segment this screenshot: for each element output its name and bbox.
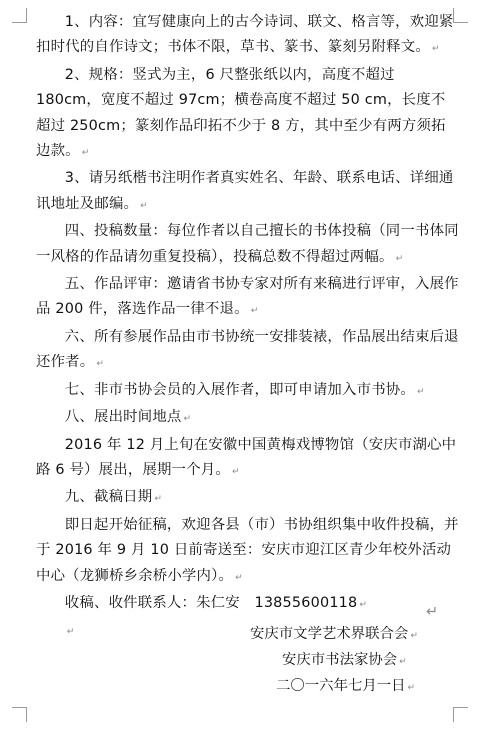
paragraph	[36, 513, 460, 591]
signature-organization	[250, 622, 418, 649]
paragraph	[36, 433, 460, 486]
paragraph-text: 八、展出时间地点	[64, 409, 182, 426]
paragraph	[36, 591, 460, 618]
paragraph-mark-icon: ↵	[96, 359, 105, 370]
paragraph-mark-icon: ↵	[66, 627, 75, 638]
paragraph	[36, 485, 460, 512]
paragraph	[36, 63, 460, 167]
paragraph-mark-icon: ↵	[407, 683, 416, 693]
paragraph-mark-icon: ↵	[232, 466, 240, 477]
paragraph-mark-icon: ↵	[395, 253, 404, 264]
paragraph-mark-icon: ↵	[359, 599, 368, 610]
paragraph-mark-icon: ↵	[416, 386, 425, 397]
paragraph-mark-icon: ↵	[426, 604, 439, 620]
paragraph	[36, 219, 460, 272]
paragraph	[36, 166, 460, 219]
paragraph-mark-icon: ↵	[431, 44, 440, 55]
paragraph-text: 收稿、收件联系人：朱仁安 13855600118	[64, 594, 358, 611]
paragraph-text: 九、截稿日期	[64, 489, 153, 506]
paragraph-text: 六、所有参展作品由市书协统一安排装裱，作品展出结束后退还作者。	[36, 328, 459, 371]
paragraph-mark-icon: ↵	[140, 200, 148, 211]
paragraph	[36, 378, 460, 405]
paragraph-text: 2016 年 12 月上旬在安徽中国黄梅戏博物馆（安庆市湖心中路 6 号）展出，展期一个月。	[36, 436, 457, 478]
page-corner-mark	[12, 8, 27, 23]
paragraph-mark-icon: ↵	[399, 657, 407, 667]
paragraph-text: 七、非市书协会员的入展作者，即可申请加入市书协。	[64, 381, 415, 398]
paragraph	[36, 10, 460, 63]
signature-org-text: 安庆市文学艺术界联合会	[250, 626, 409, 642]
signature-organization	[282, 648, 407, 675]
paragraph-text: 五、作品评审：邀请省书协专家对所有来稿进行评审，入展作品 200 件，落选作品一律不退。	[36, 276, 459, 318]
signature-org-text: 安庆市书法家协会	[282, 652, 398, 668]
document-body	[36, 10, 460, 646]
paragraph-mark-icon: ↵	[250, 306, 259, 317]
paragraph	[36, 325, 460, 378]
paragraph-text: 2、规格：竖式为主，6 尺整张纸以内，高度不超过 180cm，宽度不超过 97cm；横卷高度不超过 50 cm，长度不超过 250cm；篆刻作品印拓不少于 8 方，其中至少有两方须拓边款。	[36, 66, 446, 160]
paragraph-mark-icon: ↵	[183, 414, 192, 425]
page-corner-mark	[12, 707, 27, 722]
paragraph-mark-icon: ↵	[81, 148, 90, 159]
paragraph-text: 1、内容：宜写健康向上的古今诗词、联文、格言等，欢迎紧扣时代的自作诗文；书体不限，草书、篆书、篆刻另附释文。	[36, 14, 454, 56]
paragraph-mark-icon: ↵	[154, 494, 163, 505]
signature-date-text: 二〇一六年七月一日	[276, 678, 406, 694]
page-corner-mark	[453, 707, 468, 722]
paragraph-mark-icon: ↵	[235, 572, 243, 583]
signature-date	[276, 674, 415, 701]
paragraph	[36, 272, 460, 325]
paragraph-text: 3、请另纸楷书注明作者真实姓名、年龄、联系电话、详细通讯地址及邮编。	[36, 170, 454, 212]
paragraph-mark-icon: ↵	[410, 631, 418, 641]
paragraph-text: 四、投稿数量：每位作者以自己擅长的书体投稿（同一书体同一风格的作品请勿重复投稿），投稿总数不得超过两幅。	[36, 223, 459, 265]
paragraph	[36, 405, 460, 432]
paragraph-text: 即日起开始征稿，欢迎各县（市）书协组织集中收件投稿，并于 2016 年 9 月 10 日前寄送至：安庆市迎江区青少年校外活动中心（龙狮桥乡余桥小学内）。	[36, 516, 459, 584]
